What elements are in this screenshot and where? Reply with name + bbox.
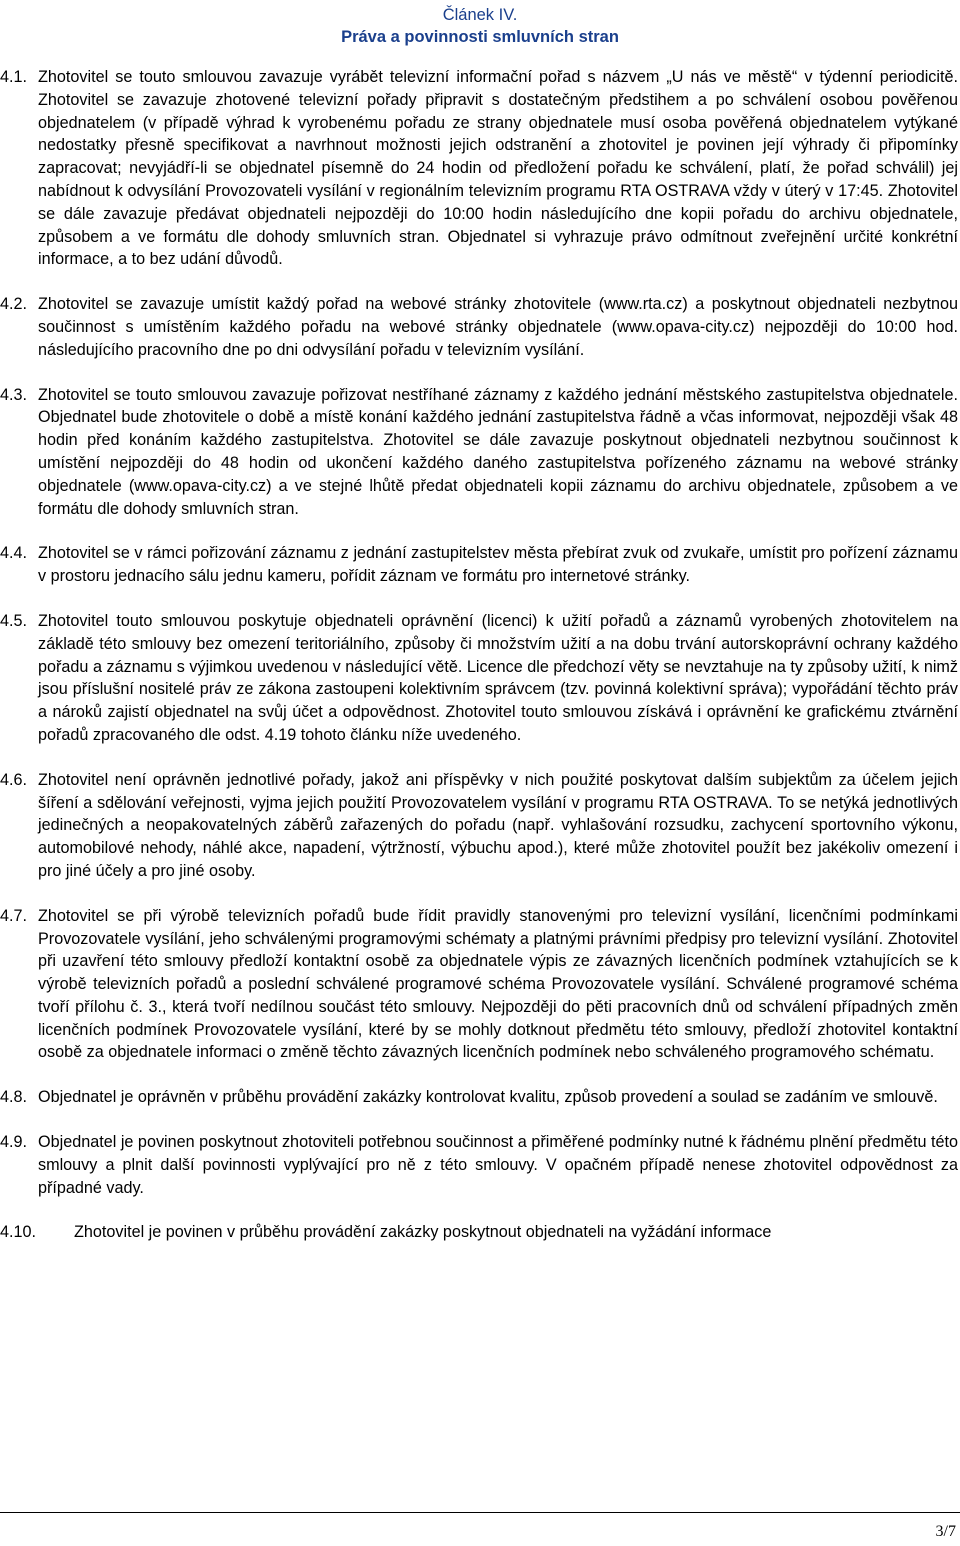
article-title: Práva a povinnosti smluvních stran: [341, 28, 619, 46]
paragraph-number: 4.1.: [0, 68, 28, 86]
paragraph-number: 4.6.: [0, 770, 28, 789]
paragraph-number: 4.4.: [0, 544, 28, 563]
paragraph-4-8: [0, 1086, 960, 1109]
page-number: 3/7: [935, 1523, 956, 1540]
paragraph-text: Objednatel je oprávněn v průběhu provádění zakázky kontrolovat kvalitu, způsob provedení a soulad se zadáním ve smlouvě.: [38, 1088, 938, 1107]
paragraph-4-4: [0, 542, 960, 588]
paragraph-number: 4.3.: [0, 385, 28, 404]
paragraph-number: 4.2.: [0, 295, 28, 314]
paragraph-4-7: [0, 905, 960, 1065]
paragraph-text: Zhotovitel se touto smlouvou zavazuje pořizovat nestříhané záznamy z každého jednání městského zastupitelstva objednatele. Objednatel bude zhotovitele o době a místě konání každého jednání zastupitelstva řádně a včas informovat, nejpozději však 48 hodin před konáním každého zastupitelstva. Zhotovitel se dále zavazuje poskytnout objednateli nezbytnou součinnost k umístění nejpozději do 48 hodin od ukončení každého daného zastupitelstva pořízeného záznamu na webové stránky objednatele (www.opava-city.cz) a ve stejné lhůtě předat objednateli kopii záznamu do archivu objednatele, způsobem a ve formátu dle dohody smluvních stran.: [38, 385, 958, 518]
paragraph-text: Zhotovitel není oprávněn jednotlivé pořady, jakož ani příspěvky v nich použité poskytovat dalším subjektům za účelem jejich šíření a sdělování veřejnosti, vyjma jejich použití Provozovatelem vysílání v programu RTA OSTRAVA. To se netýká jednotlivých jedinečných a neopakovatelných záběrů zařazených do pořadu (např. vyhlašování rozsudku, zachycení sportovního výkonu, automobilové nehody, náhlé akce, napadení, výtržností, výbuchu apod.), které může zhotovitel použít bez jakékoliv omezení i pro jiné účely a pro jiné osoby.: [38, 770, 958, 880]
paragraph-text: Zhotovitel se touto smlouvou zavazuje vyrábět televizní informační pořad s názvem „U nás ve městě“ v týdenní periodicitě. Zhotovitel se zavazuje zhotovené televizní pořady připravit s dostatečným předstihem a po schválení osobou pověřenou objednatelem (v případě výhrad k vyrobenému pořadu ze strany objednatele musí osoba pověřená objednatelem vytýkané nedostatky přesně specifikovat a navrhnout možnosti jejich odstranění a zhotovitel je povinen její výhrady či připomínky zapracovat; nevyjádří-li se objednatel písemně do 24 hodin od předložení pořadu ke schválení, platí, že pořad schválil) jej nabídnout k odvysílání Provozovateli vysílání v regionálním televizním programu RTA OSTRAVA vždy v úterý v 17:45. Zhotovitel se dále zavazuje předávat objednateli nejpozději do 10:00 hodin následujícího dne kopii pořadu do archivu objednatele, způsobem a ve formátu dle dohody smluvních stran. Objednatel si vyhrazuje právo odmítnout zveřejnění určité konkrétní informace, a to bez udání důvodů.: [38, 68, 958, 269]
paragraph-number: 4.9.: [0, 1133, 28, 1152]
paragraph-text: Zhotovitel je povinen v průběhu provádění zakázky poskytnout objednateli na vyžádání informace: [74, 1223, 772, 1242]
paragraph-4-10: [0, 1221, 960, 1244]
paragraph-4-2: [0, 293, 960, 361]
paragraph-4-3: [0, 384, 960, 521]
footer-divider: [0, 1512, 960, 1513]
paragraph-number: 4.7.: [0, 906, 28, 925]
paragraph-text: Zhotovitel se zavazuje umístit každý pořad na webové stránky zhotovitele (www.rta.cz) a poskytnout objednateli nezbytnou součinnost s umístěním každého pořadu na webové stránky objednatele (www.opava-city.cz) nejpozději do 10:00 hod. následujícího pracovního dne po dni odvysílání pořadu v televizním vysílání.: [38, 295, 958, 359]
paragraph-4-9: [0, 1131, 960, 1199]
paragraph-text: Zhotovitel se v rámci pořizování záznamu z jednání zastupitelstev města přebírat zvuk od zvukaře, umístit pro pořízení záznamu v prostoru jednacího sálu jednu kameru, pořídit záznam ve formátu pro internetové stránky.: [38, 544, 958, 586]
paragraph-4-5: [0, 610, 960, 747]
paragraph-text: Zhotovitel touto smlouvou poskytuje objednateli oprávnění (licenci) k užití pořadů a záznamů vyrobených zhotovitelem na základě této smlouvy bez omezení teritoriálního, způsoby či množstvím užití a na dobu trvání autorskoprávní ochrany každého pořadu a záznamu s výjimkou uvedenou v následující větě. Licence dle předchozí věty se nevztahuje na ty způsoby užití, k nimž jsou příslušní nositelé práv ze zákona zastoupeni kolektivním správcem (tzv. povinná kolektivní správa); vypořádání těchto práv a nároků zajistí objednatel na svůj účet a odpovědnost. Zhotovitel touto smlouvou získává i oprávnění ke grafickému ztvárnění pořadů zpracovaného dle odst. 4.19 tohoto článku níže uvedeného.: [38, 611, 958, 744]
paragraph-number: 4.5.: [0, 611, 28, 630]
paragraph-number: 4.10.: [0, 1223, 37, 1242]
paragraph-number: 4.8.: [0, 1088, 28, 1107]
paragraph-text: Zhotovitel se při výrobě televizních pořadů bude řídit pravidly stanovenými pro televizní vysílání, licenčními podmínkami Provozovatele vysílání, jeho schválenými programovými schématy a platnými právními předpisy pro televizní vysílání. Zhotovitel při uzavření této smlouvy předloží kontaktní osobě za objednatele výpis ze závazných licenčních podmínek vztahujících se k výrobě televizních pořadů a poslední schválené programové schéma Provozovatele vysílání. Schválené programové schéma tvoří přílohu č. 3., která tvoří nedílnou součást této smlouvy. Nejpozději do pěti pracovních dnů od schválení případných změn licenčních podmínek Provozovatele vysílání, které by se mohly dotknout předmětu této smlouvy, předloží zhotovitel kontaktní osobě za objednatele informaci o změně těchto závazných licenčních podmínek nebo schváleného programového schématu.: [38, 906, 958, 1062]
paragraph-4-1: [0, 66, 960, 271]
article-number: Článek IV.: [442, 6, 518, 24]
paragraph-text: Objednatel je povinen poskytnout zhotoviteli potřebnou součinnost a přiměřené podmínky nutné k řádnému plnění předmětu této smlouvy a plnit další povinnosti vyplývající pro ně z této smlouvy. V opačném případě nenese zhotovitel odpovědnost za případné vady.: [38, 1133, 958, 1197]
paragraph-4-6: [0, 769, 960, 883]
